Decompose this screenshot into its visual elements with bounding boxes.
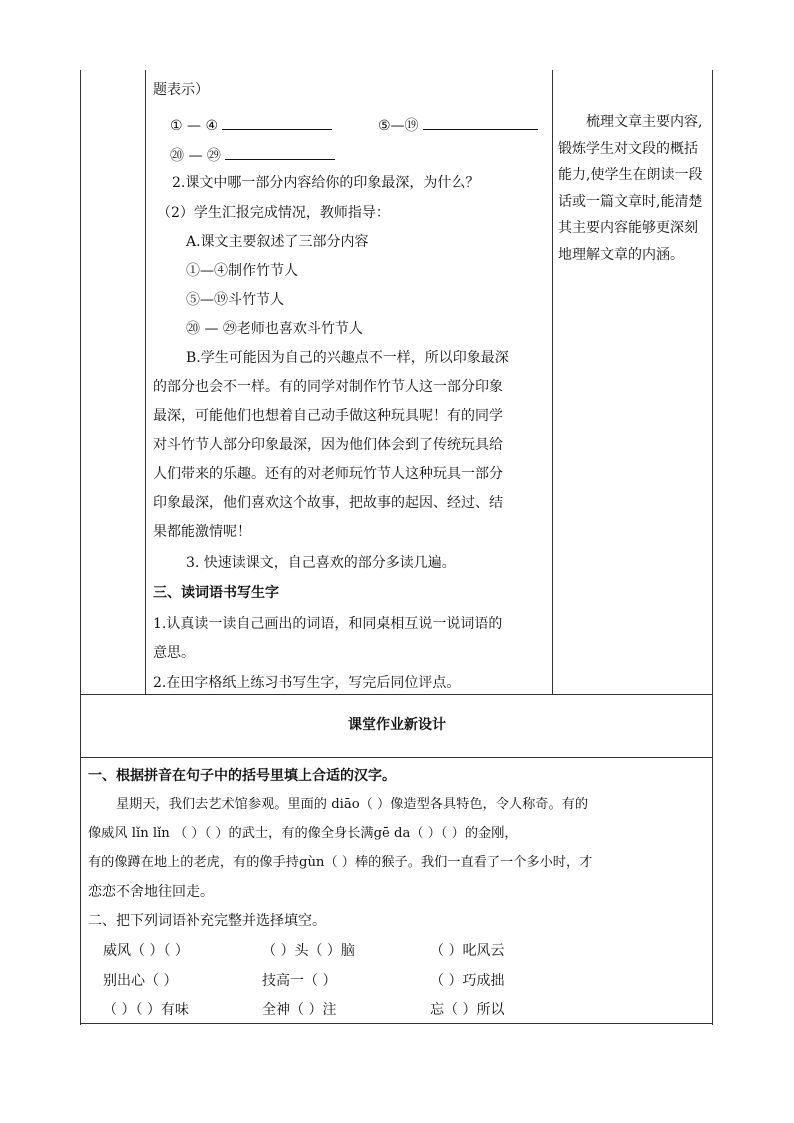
homework-q1-line-4: 恋恋不舍地往回走。 <box>88 884 214 900</box>
design-intent-note: 梳理文章主要内容,锻炼学生对文段的概括能力,使学生在朗读一段话或一篇文章时,能清楚其主要内容能够更深刻地理解文章的内涵。 <box>558 114 703 263</box>
lesson-line-0: 题表示） <box>153 82 209 98</box>
fill-blank-row-1b <box>378 115 538 136</box>
table-border-bottom <box>80 1023 713 1024</box>
range-label-3: ⑳ — ㉙ <box>170 148 221 164</box>
section-3-item-1a: 1.认真读一读自己画出的词语，和同桌相互说一说词语的 <box>153 616 503 632</box>
table-divider-2 <box>80 757 713 758</box>
answer-b-line-4: 对斗竹节人部分印象最深，因为他们体会到了传统玩具给 <box>153 437 503 453</box>
homework-q1-title: 一、根据拼音在句子中的括号里填上合适的汉字。 <box>88 768 396 784</box>
answer-b-line-1: B.学生可能因为自己的兴趣点不一样，所以印象最深 <box>186 350 509 366</box>
fill-blank-row-2 <box>170 145 335 166</box>
homework-heading: 课堂作业新设计 <box>348 717 446 733</box>
word-item: 威风（ ）（ ） <box>103 943 189 959</box>
table-border-right <box>712 70 713 1025</box>
range-label-2: ⑤—⑲ <box>378 118 419 134</box>
question-2: 2.课文中哪一部分内容给你的印象最深，为什么？ <box>172 175 480 191</box>
part-1: ①—④制作竹节人 <box>186 263 298 279</box>
homework-q2-title: 二、把下列词语补充完整并选择填空。 <box>88 913 326 929</box>
section-3-title: 三、读词语书写生字 <box>153 585 279 601</box>
step-2: （2）学生汇报完成情况，教师指导： <box>157 205 390 221</box>
word-item: （ ）头（ ）脑 <box>262 943 355 959</box>
answer-b-line-5: 人们带来的乐趣。还有的对老师玩竹节人这种玩具一部分 <box>153 466 503 482</box>
word-item: 技高一（ ） <box>262 973 337 989</box>
answer-b-line-7: 果都能激情呢！ <box>153 524 251 540</box>
word-item: （ ）（ ）有味 <box>103 1002 189 1018</box>
section-3-item-2: 2.在田字格纸上练习书写生字，写完后同位评点。 <box>153 675 461 691</box>
answer-b-line-6: 印象最深，他们喜欢这个故事，把故事的起因、经过、结 <box>153 495 503 511</box>
section-3-item-1b: 意思。 <box>153 645 195 661</box>
homework-q1-line-3: 有的像蹲在地上的老虎，有的像手持gùn（ ）棒的猴子。我们一直看了一个多小时，才 <box>88 855 593 870</box>
homework-q1-line-1: 星期天，我们去艺术馆参观。里面的 diāo（ ）像造型各具特色，令人称奇。有的 <box>116 797 589 812</box>
homework-q1-line-2: 像威风 lǐn lǐn （ ）（ ）的武士，有的像全身长满gē da（ ）（ ）的金刚， <box>88 826 518 841</box>
range-label-1: ① — ④ <box>170 118 219 134</box>
part-2: ⑤—⑲斗竹节人 <box>186 292 284 308</box>
answer-blank-1 <box>222 115 332 130</box>
answer-a: A.课文主要叙述了三部分内容 <box>186 234 369 250</box>
question-3: 3. 快速读课文，自己喜欢的部分多读几遍。 <box>186 555 456 571</box>
table-divider-1 <box>80 694 713 695</box>
word-item: 忘（ ）所以 <box>430 1002 505 1018</box>
answer-b-line-3: 最深，可能他们也想着自己动手做这种玩具呢！有的同学 <box>153 408 503 424</box>
table-border-inner-right <box>552 70 553 694</box>
fill-blank-row-1 <box>170 115 332 136</box>
answer-b-line-2: 的部分也会不一样。有的同学对制作竹节人这一部分印象 <box>153 379 503 395</box>
answer-blank-2 <box>423 115 538 130</box>
table-border-inner-left <box>145 70 146 694</box>
answer-blank-3 <box>225 145 335 160</box>
table-border-left <box>80 70 81 1025</box>
word-item: 全神（ ）注 <box>262 1002 337 1018</box>
word-item: （ ）巧成拙 <box>430 973 505 989</box>
word-item: （ ）叱风云 <box>430 943 505 959</box>
word-item: 别出心（ ） <box>103 973 178 989</box>
part-3: ⑳ — ㉙老师也喜欢斗竹节人 <box>186 321 363 337</box>
